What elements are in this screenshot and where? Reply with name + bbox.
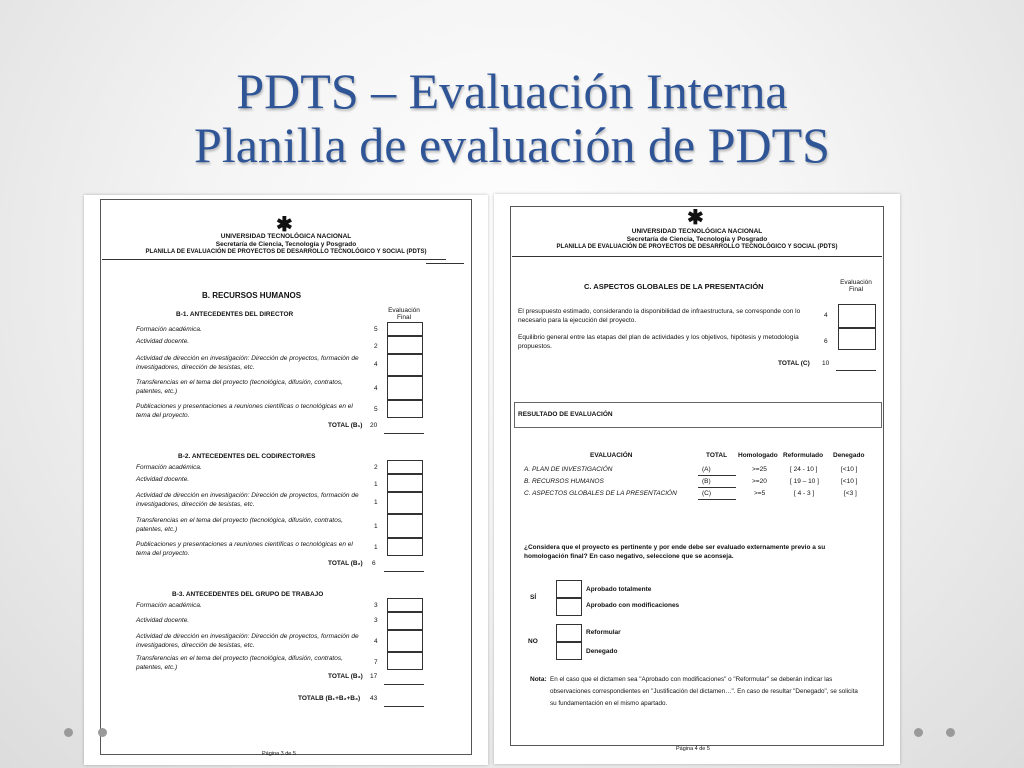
result-row-denegado: [<3 ]	[844, 490, 857, 497]
grand-total-value: 43	[370, 695, 378, 702]
b2-item-label: Transferencias en el tema del proyecto (tecnológica, difusión, contratos, patentes, etc.)	[136, 517, 343, 533]
result-row-homologado: >=25	[752, 466, 767, 473]
b2-item-score: 1	[374, 499, 378, 506]
c-total-underline	[836, 370, 876, 371]
b1-item-score: 5	[374, 406, 378, 413]
b3-item-score: 3	[374, 617, 378, 624]
result-title: RESULTADO DE EVALUACIÓN	[518, 411, 613, 418]
b2-item-label: Publicaciones y presentaciones a reuniones científicas o tecnológicas en el tema del proyecto.	[136, 541, 353, 557]
option-reformular: Reformular	[586, 629, 621, 636]
b3-item-label: Formación académica.	[136, 602, 202, 609]
b3-item-label: Actividad de dirección en investigación: Dirección de proyectos, formación de investigadores, dirección de tesistas, etc.	[136, 633, 359, 649]
result-header-total: TOTAL	[706, 452, 728, 459]
eval-final-header: Evaluación Final	[840, 279, 872, 293]
b3-title: B-3. ANTECEDENTES DEL GRUPO DE TRABAJO	[172, 591, 324, 598]
b1-item-label: Formación académica.	[136, 326, 202, 333]
b1-total-label: TOTAL (B₁)	[328, 422, 363, 429]
b3-total-underline	[384, 684, 424, 685]
c-score-box[interactable]	[838, 304, 876, 328]
page-footer: Página 4 de 5	[676, 746, 710, 752]
nota-line: En el caso que el dictamen sea "Aprobado con modificaciones" o "Reformular" se deberán indicar las	[550, 676, 833, 683]
checkbox-reformular[interactable]	[556, 624, 582, 642]
result-row-label: A. PLAN DE INVESTIGACIÓN	[524, 466, 613, 473]
slide-dot-right-2	[946, 728, 955, 737]
result-row-total: (C)	[702, 490, 712, 497]
b3-item-score: 4	[374, 638, 378, 645]
b2-item-label: Formación académica.	[136, 464, 202, 471]
c-item-label: El presupuesto estimado, considerando la disponibilidad de infraestructura, se corresponde con lo necesario para la ejecución del proyecto.	[518, 308, 801, 324]
b1-total-value: 20	[370, 422, 378, 429]
section-title: C. ASPECTOS GLOBALES DE LA PRESENTACIÓN	[584, 282, 764, 291]
header-secretaria: Secretaría de Ciencia, Tecnología y Posgrado	[215, 241, 357, 248]
b3-item-score: 3	[374, 602, 378, 609]
b2-item-score: 2	[374, 464, 378, 471]
b1-item-score: 5	[374, 326, 378, 333]
result-row-total-line	[698, 475, 736, 476]
eval-final-header: Evaluación Final	[388, 307, 420, 321]
b1-item-score: 4	[374, 361, 378, 368]
c-total-value: 10	[822, 360, 830, 367]
slide-title-line-1: PDTS – Evaluación Interna	[236, 63, 788, 119]
header-rule-right	[426, 263, 464, 264]
result-row-reformulado: [ 19 – 10 ]	[790, 478, 819, 485]
header-university: UNIVERSIDAD TECNOLÓGICA NACIONAL	[631, 228, 763, 235]
b3-total-value: 17	[370, 673, 378, 680]
b1-item-label: Publicaciones y presentaciones a reuniones científicas o tecnológicas en el tema del proyecto.	[136, 403, 353, 419]
result-row-denegado: [<10 ]	[841, 466, 858, 473]
result-row-reformulado: [ 4 - 3 ]	[794, 490, 815, 497]
header-rule	[512, 256, 882, 257]
result-row-reformulado: [ 24 - 10 ]	[790, 466, 818, 473]
right-form-page	[494, 194, 900, 764]
section-title: B. RECURSOS HUMANOS	[202, 291, 302, 300]
checkbox-aprobado-con-modificaciones[interactable]	[556, 598, 582, 616]
header-planilla: PLANILLA DE EVALUACIÓN DE PROYECTOS DE DESARROLLO TECNOLÓGICO Y SOCIAL (PDTS)	[145, 249, 427, 255]
b3-score-box[interactable]	[387, 630, 423, 652]
b2-score-box[interactable]	[387, 538, 423, 556]
slide-title	[0, 64, 1024, 172]
result-row-total-line	[698, 487, 736, 488]
slide-title-line-2: Planilla de evaluación de PDTS	[194, 117, 830, 173]
result-row-denegado: [<10 ]	[841, 478, 858, 485]
b1-score-box[interactable]	[387, 322, 423, 336]
nota-line: su fundamentación en el mismo apartado.	[550, 700, 668, 707]
utn-logo-icon: ✱	[687, 207, 704, 229]
b3-score-box[interactable]	[387, 598, 423, 612]
c-total-label: TOTAL (C)	[778, 360, 810, 367]
result-header-reformulado: Reformulado	[783, 452, 824, 459]
c-score-box[interactable]	[838, 328, 876, 350]
grand-total-label: TOTALB (B₁+B₂+B₃)	[298, 695, 361, 702]
grand-total-underline	[384, 706, 424, 707]
option-aprobado-totalmente: Aprobado totalmente	[586, 586, 652, 593]
b1-item-score: 2	[374, 343, 378, 350]
b3-item-label: Actividad docente.	[136, 617, 190, 624]
option-denegado: Denegado	[586, 648, 618, 655]
si-label: SÍ	[530, 594, 537, 601]
slide-dot-right-1	[914, 728, 923, 737]
result-row-homologado: >=20	[752, 478, 767, 485]
result-header-denegado: Denegado	[833, 452, 865, 459]
b2-item-label: Actividad docente.	[136, 476, 190, 483]
c-item-score: 6	[824, 338, 828, 345]
b1-item-label: Actividad de dirección en investigación: Dirección de proyectos, formación de investigadores, dirección de tesistas, etc.	[136, 355, 359, 371]
result-row-homologado: >=5	[754, 490, 766, 497]
no-label: NO	[528, 638, 538, 645]
b1-score-box[interactable]	[387, 336, 423, 354]
b2-total-underline	[384, 571, 424, 572]
b2-item-score: 1	[374, 544, 378, 551]
slide-dot-left-1	[64, 728, 73, 737]
option-aprobado-con-modificaciones: Aprobado con modificaciones	[586, 602, 680, 609]
header-secretaria: Secretaría de Ciencia, Tecnología y Posgrado	[626, 236, 768, 243]
b2-score-box[interactable]	[387, 492, 423, 514]
result-row-label: B. RECURSOS HUMANOS	[524, 478, 604, 485]
b1-item-score: 4	[374, 385, 378, 392]
c-item-score: 4	[824, 312, 828, 319]
b1-score-box[interactable]	[387, 376, 423, 400]
nota-label: Nota:	[530, 676, 547, 683]
utn-logo-icon: ✱	[276, 214, 293, 236]
left-form-page	[84, 195, 488, 765]
b3-score-box[interactable]	[387, 612, 423, 630]
result-row-total-line	[698, 499, 736, 500]
b1-total-underline	[384, 433, 424, 434]
header-planilla: PLANILLA DE EVALUACIÓN DE PROYECTOS DE DESARROLLO TECNOLÓGICO Y SOCIAL (PDTS)	[556, 244, 838, 250]
checkbox-aprobado-totalmente[interactable]	[556, 580, 582, 598]
b3-item-label: Transferencias en el tema del proyecto (tecnológica, difusión, contratos, patentes, etc.)	[136, 655, 343, 671]
b3-item-score: 7	[374, 659, 378, 666]
slide-dot-left-2	[98, 728, 107, 737]
result-row-label: C. ASPECTOS GLOBALES DE LA PRESENTACIÓN	[524, 490, 677, 497]
b2-item-score: 1	[374, 523, 378, 530]
b2-score-box[interactable]	[387, 474, 423, 492]
result-row-total: (A)	[702, 466, 711, 473]
b2-title: B-2. ANTECEDENTES DEL CODIRECTOR/ES	[178, 453, 316, 460]
b1-score-box[interactable]	[387, 354, 423, 376]
b1-title: B-1. ANTECEDENTES DEL DIRECTOR	[176, 311, 294, 318]
b2-total-value: 6	[372, 560, 376, 567]
b2-score-box[interactable]	[387, 460, 423, 474]
b2-total-label: TOTAL (B₂)	[328, 560, 363, 567]
b3-total-label: TOTAL (B₃)	[328, 673, 363, 680]
nota-line: observaciones correspondientes en "Justificación del dictamen…". En caso de resultar "Denegado", se solicita	[550, 688, 858, 695]
c-item-label: Equilibrio general entre las etapas del plan de actividades y los objetivos, hipótesis y metodología propuestos.	[518, 334, 799, 350]
b1-item-label: Transferencias en el tema del proyecto (tecnológica, difusión, contratos, patentes, etc.)	[136, 379, 343, 395]
checkbox-denegado[interactable]	[556, 642, 582, 660]
b1-item-label: Actividad docente.	[136, 338, 190, 345]
b2-item-score: 1	[374, 481, 378, 488]
b2-score-box[interactable]	[387, 514, 423, 538]
header-rule	[102, 259, 446, 260]
pertinence-question: ¿Considera que el proyecto es pertinente y por ende debe ser evaluado externamente previo a su homologación final? En caso negativo, seleccione que se aconseja.	[524, 544, 826, 560]
result-header-evaluacion: EVALUACIÓN	[590, 452, 633, 459]
result-header-homologado: Homologado	[738, 452, 778, 459]
result-row-total: (B)	[702, 478, 711, 485]
b2-item-label: Actividad de dirección en investigación: Dirección de proyectos, formación de investigadores, dirección de tesistas, etc.	[136, 492, 359, 508]
b3-score-box[interactable]	[387, 652, 423, 670]
b1-score-box[interactable]	[387, 400, 423, 418]
page-footer: Página 3 de 5	[262, 751, 296, 757]
header-university: UNIVERSIDAD TECNOLÓGICA NACIONAL	[220, 233, 352, 240]
